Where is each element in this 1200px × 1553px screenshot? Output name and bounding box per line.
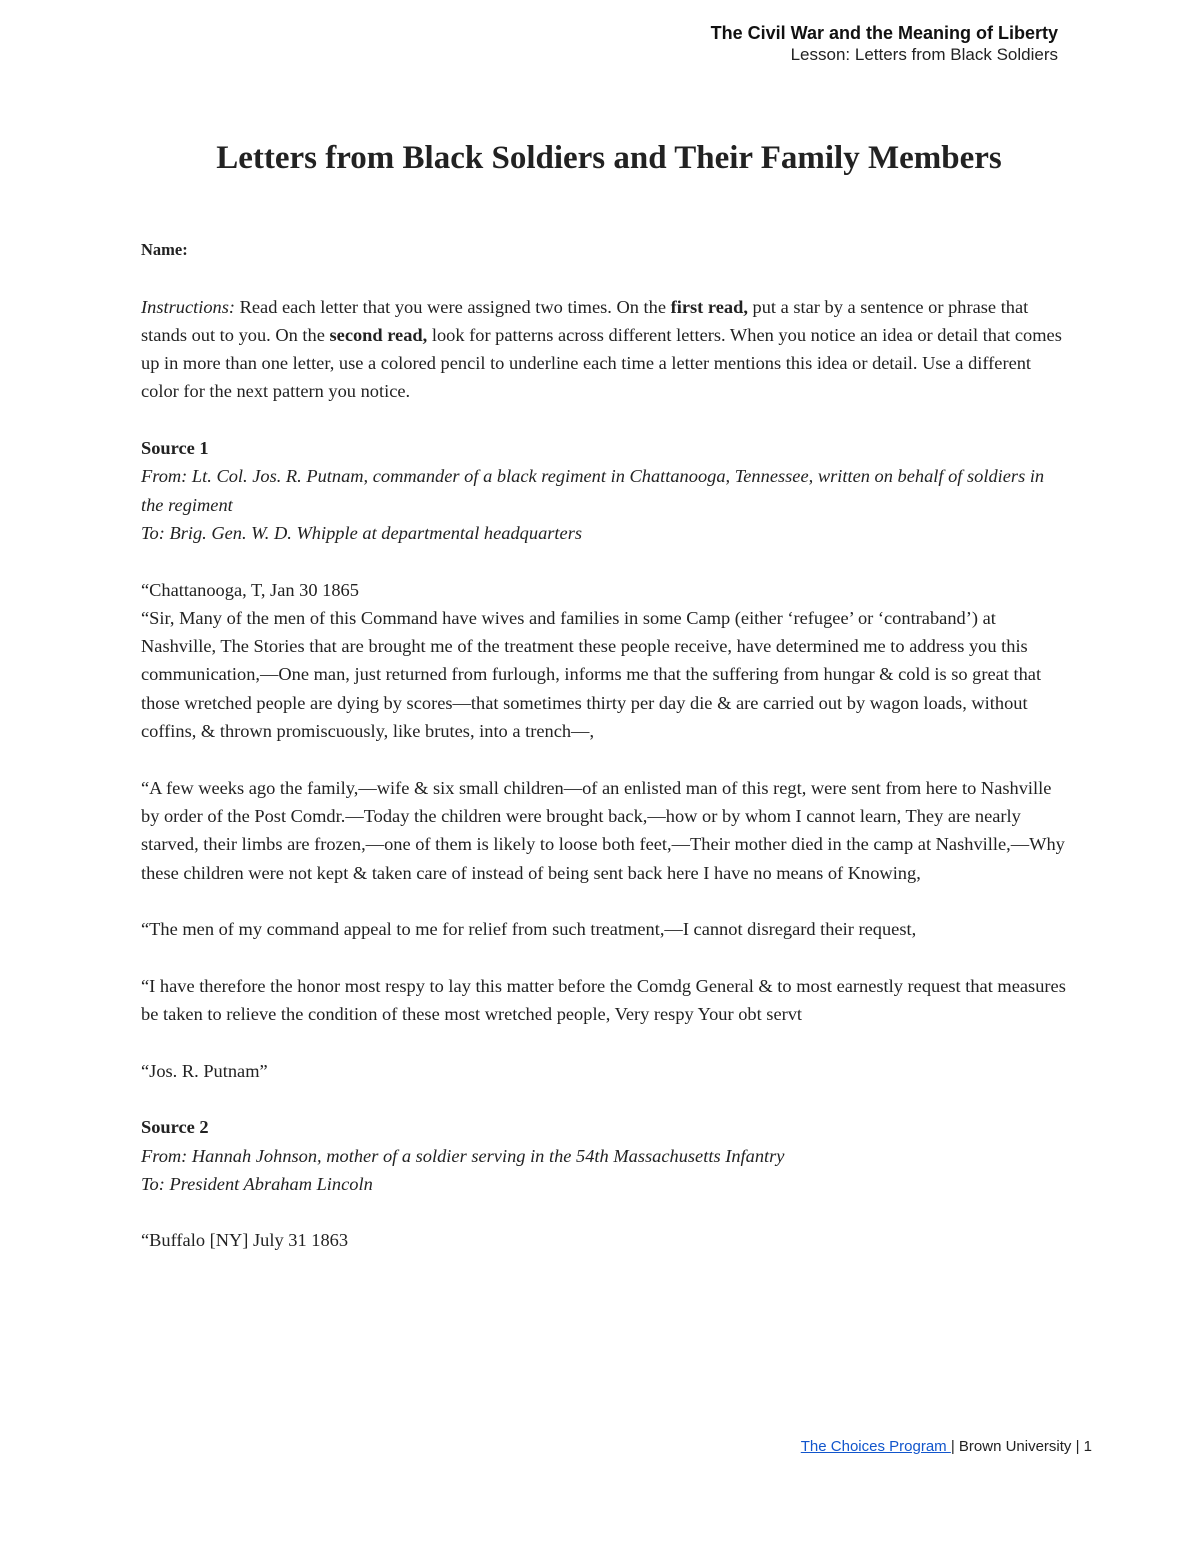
instructions-text-2: put a star by a sentence or phrase that stands out to you. On the: [141, 296, 1029, 345]
instructions-label: Instructions:: [141, 296, 235, 317]
instructions-text-1: Read each letter that you were assigned two times. On the: [235, 296, 671, 317]
source-1-heading: Source 1: [141, 438, 209, 459]
source-2-to: To: President Abraham Lincoln: [141, 1173, 373, 1194]
footer-text: | Brown University | 1: [950, 1438, 1092, 1455]
page-header: [711, 22, 1058, 66]
source-1-dateline: “Chattanooga, T, Jan 30 1865: [141, 579, 359, 600]
instructions-text-3: look for patterns across different letters. When you notice an idea or detail that comes up in more than one letter, use a colored pencil to underline each time a letter mentions this idea or detail. Use a different color for the next pattern you notice.: [141, 324, 1062, 402]
source-1-to: To: Brig. Gen. W. D. Whipple at departmental headquarters: [141, 522, 583, 543]
source-1-paragraph-3: “The men of my command appeal to me for relief from such treatment,—I cannot disregard their request,: [141, 919, 917, 940]
choices-program-link[interactable]: The Choices Program: [800, 1438, 951, 1455]
instructions-second-read: second read,: [329, 324, 428, 345]
source-1-paragraph-4: “I have therefore the honor most respy to lay this matter before the Comdg General & to most earnestly request that measures be taken to relieve the condition of these most wretched people, Very respy Your obt servt: [141, 975, 1066, 1025]
page-footer: [801, 1438, 1092, 1455]
source-1-from: From: Lt. Col. Jos. R. Putnam, commander of a black regiment in Chattanooga, Tennessee, written on behalf of soldiers in the regiment: [141, 466, 1045, 515]
source-1-paragraph-2: “A few weeks ago the family,—wife & six small children—of an enlisted man of this regt, were sent from here to Nashville by order of the Post Comdr.—Today the children were brought back,—how or by whom I cannot learn, They are nearly starved, their limbs are frozen,—one of them is likely to loose both feet,—Their mother died in the camp at Nashville,—Why these children were not kept & taken care of instead of being sent back here I have no means of Knowing,: [141, 777, 1065, 883]
document-body: [141, 235, 1066, 1255]
source-2-heading: Source 2: [141, 1117, 209, 1138]
document-title-text: Letters from Black Soldiers and Their Family Members: [216, 140, 1002, 176]
source-2-from: From: Hannah Johnson, mother of a soldier serving in the 54th Massachusetts Infantry: [141, 1145, 785, 1166]
source-2-dateline: “Buffalo [NY] July 31 1863: [141, 1230, 349, 1251]
instructions-first-read: first read,: [670, 296, 748, 317]
name-label: Name:: [141, 240, 188, 259]
instructions-paragraph: [141, 293, 1066, 406]
source-1-signature: “Jos. R. Putnam”: [141, 1060, 268, 1081]
document-title: [0, 140, 1200, 177]
source-1-paragraph-1: “Sir, Many of the men of this Command have wives and families in some Camp (either ‘refugee’ or ‘contraband’) at Nashville, The Stories that are brought me of the treatment these people receive, have determined me to address you this communication,—One man, just returned from furlough, informs me that the suffering from hungar & cold is so great that those wretched people are dying by scores—that sometimes thirty per day die & are carried out by wagon loads, without coffins, & thrown promiscuously, like brutes, into a trench—,: [141, 607, 1042, 742]
lesson-subtitle: Lesson: Letters from Black Soldiers: [790, 45, 1058, 64]
course-title: The Civil War and the Meaning of Liberty: [710, 23, 1058, 43]
